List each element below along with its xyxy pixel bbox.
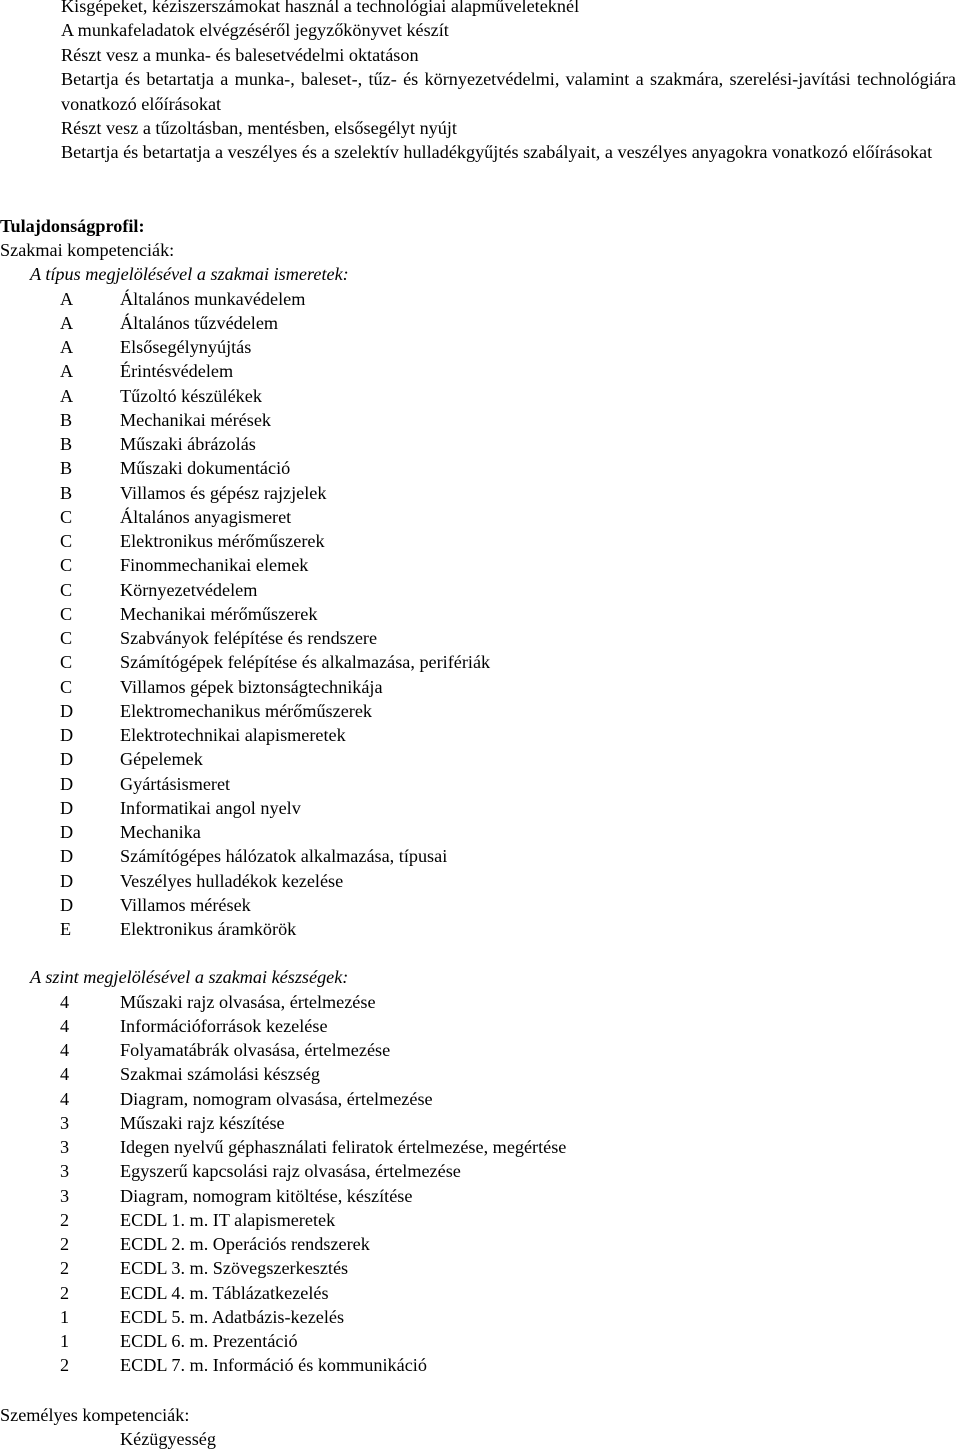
knowledge-item-name: Számítógépes hálózatok alkalmazása, típusai [120,846,448,867]
knowledge-item-name: Elsősegélynyújtás [120,337,252,357]
knowledge-item-code: D [60,846,74,867]
skill-item-code: 4 [60,1064,70,1085]
knowledge-item-code: C [60,652,73,673]
skill-item-code: 3 [60,1185,70,1206]
knowledge-item-code: B [60,482,73,503]
knowledge-item-code: D [60,700,74,721]
knowledge-item-name: Villamos gépek biztonságtechnikája [120,676,383,697]
knowledge-item-code: C [60,603,73,624]
skill-item-code: 4 [60,1015,70,1036]
skill-item-code: 3 [60,1112,70,1133]
skill-item-code: 1 [60,1331,70,1351]
skill-item-name: Idegen nyelvű géphasználati feliratok értelmezése, megértése [120,1137,567,1157]
task-list [61,0,956,165]
knowledge-item-name: Gépelemek [120,749,203,770]
knowledge-item-code: D [60,773,74,794]
task-item: Betartja és betartatja a veszélyes és a szelektív hulladékgyűjtés szabályait, a veszélyes anyagokra vonatkozó előírásokat [61,142,933,163]
skill-item-code: 2 [60,1234,70,1254]
knowledge-item-code: C [60,676,73,697]
knowledge-item-name: Mechanikai mérőműszerek [120,603,318,624]
knowledge-item-name: Elektronikus áramkörök [120,919,297,939]
knowledge-item-name: Műszaki dokumentáció [120,458,291,479]
knowledge-item-name: Általános munkavédelem [120,288,306,309]
personal-competency-item: Kézügyesség [120,1429,216,1449]
knowledge-item-name: Tűzoltó készülékek [120,385,262,406]
skill-item-name: Diagram, nomogram kitöltése, készítése [120,1185,413,1206]
profile-title: Tulajdonságprofil: [0,216,145,236]
knowledge-item-name: Környezetvédelem [120,579,258,600]
skill-item-code: 3 [60,1161,70,1182]
skill-item-code: 4 [60,1040,70,1060]
knowledge-item-name: Érintésvédelem [120,361,234,382]
skill-item-name: Szakmai számolási készség [120,1064,321,1085]
knowledge-item-code: A [60,288,74,309]
task-item: Kisgépeket, kéziszerszámokat használ a technológiai alapműveleteknél [61,0,580,16]
knowledge-item-code: D [60,822,74,842]
knowledge-item-name: Villamos és gépész rajzjelek [120,482,327,503]
knowledge-item-name: Elektrotechnikai alapismeretek [120,725,346,745]
knowledge-item-code: B [60,409,73,430]
knowledge-item-code: D [60,797,74,818]
skill-item-name: Folyamatábrák olvasása, értelmezése [120,1040,391,1060]
skill-item-code: 1 [60,1306,70,1327]
knowledge-item-code: E [60,919,72,939]
knowledge-item-name: Elektromechanikus mérőműszerek [120,700,373,721]
skill-item-code: 2 [60,1258,70,1279]
knowledge-item-name: Villamos mérések [120,894,251,915]
skill-item-name: Egyszerű kapcsolási rajz olvasása, értelmezése [120,1161,461,1182]
skill-item-name: Információforrások kezelése [120,1015,328,1036]
knowledge-item-name: Gyártásismeret [120,773,231,794]
knowledge-item-name: Mechanikai mérések [120,409,271,430]
knowledge-item-code: A [60,312,74,333]
knowledge-item-name: Műszaki ábrázolás [120,434,256,454]
knowledge-item-code: D [60,870,74,891]
knowledge-item-code: A [60,361,74,382]
skill-item-name: ECDL 3. m. Szövegszerkesztés [120,1258,349,1279]
skill-item-name: ECDL 5. m. Adatbázis-kezelés [120,1306,345,1327]
skill-item-name: ECDL 2. m. Operációs rendszerek [120,1234,370,1254]
knowledge-item-code: C [60,506,73,527]
skill-item-code: 4 [60,991,70,1012]
knowledge-item-name: Mechanika [120,822,201,842]
knowledge-item-code: B [60,458,73,479]
professional-competencies-label: Szakmai kompetenciák: [0,240,175,260]
knowledge-item-name: Általános tűzvédelem [120,312,279,333]
skill-item-name: ECDL 1. m. IT alapismeretek [120,1209,336,1230]
personal-competencies-label: Személyes kompetenciák: [0,1405,190,1425]
knowledge-item-code: C [60,579,73,600]
knowledge-item-name: Szabványok felépítése és rendszere [120,628,378,648]
knowledge-item-name: Elektronikus mérőműszerek [120,531,325,551]
task-item: Részt vesz a munka- és balesetvédelmi oktatáson [61,44,419,65]
skill-item-name: ECDL 6. m. Prezentáció [120,1331,298,1351]
knowledge-item-code: C [60,555,73,576]
knowledge-item-code: D [60,749,74,770]
knowledge-heading: A típus megjelölésével a szakmai ismeretek: [30,264,349,284]
knowledge-item-code: A [60,337,74,357]
knowledge-item-code: D [60,894,74,915]
skill-item-name: Diagram, nomogram olvasása, értelmezése [120,1088,433,1109]
knowledge-item-name: Informatikai angol nyelv [120,797,301,818]
skill-item-code: 4 [60,1088,70,1109]
knowledge-item-code: C [60,628,73,648]
knowledge-item-code: C [60,531,73,551]
knowledge-item-code: A [60,385,74,406]
skill-item-name: ECDL 4. m. Táblázatkezelés [120,1282,329,1303]
skill-item-code: 2 [60,1355,70,1376]
task-item: Betartja és betartatja a munka-, baleset-, tűz- és környezetvédelmi, valamint a szakmára, szerelési-javítási technológiára vonatkozó előírásokat [61,69,956,114]
knowledge-item-name: Számítógépek felépítése és alkalmazása, perifériák [120,652,491,673]
skill-item-name: Műszaki rajz olvasása, értelmezése [120,991,376,1012]
knowledge-item-code: D [60,725,74,745]
knowledge-item-name: Veszélyes hulladékok kezelése [120,870,344,891]
task-item: Részt vesz a tűzoltásban, mentésben, elsősegélyt nyújt [61,118,457,139]
knowledge-item-name: Általános anyagismeret [120,506,292,527]
skill-item-name: Műszaki rajz készítése [120,1112,285,1133]
skill-item-code: 3 [60,1137,70,1157]
task-item: A munkafeladatok elvégzéséről jegyzőkönyvet készít [61,20,449,41]
knowledge-item-name: Finommechanikai elemek [120,555,309,576]
skill-item-name: ECDL 7. m. Információ és kommunikáció [120,1355,427,1376]
skill-item-code: 2 [60,1209,70,1230]
skill-item-code: 2 [60,1282,70,1303]
skills-heading: A szint megjelölésével a szakmai készségek: [30,967,349,987]
knowledge-item-code: B [60,434,73,454]
